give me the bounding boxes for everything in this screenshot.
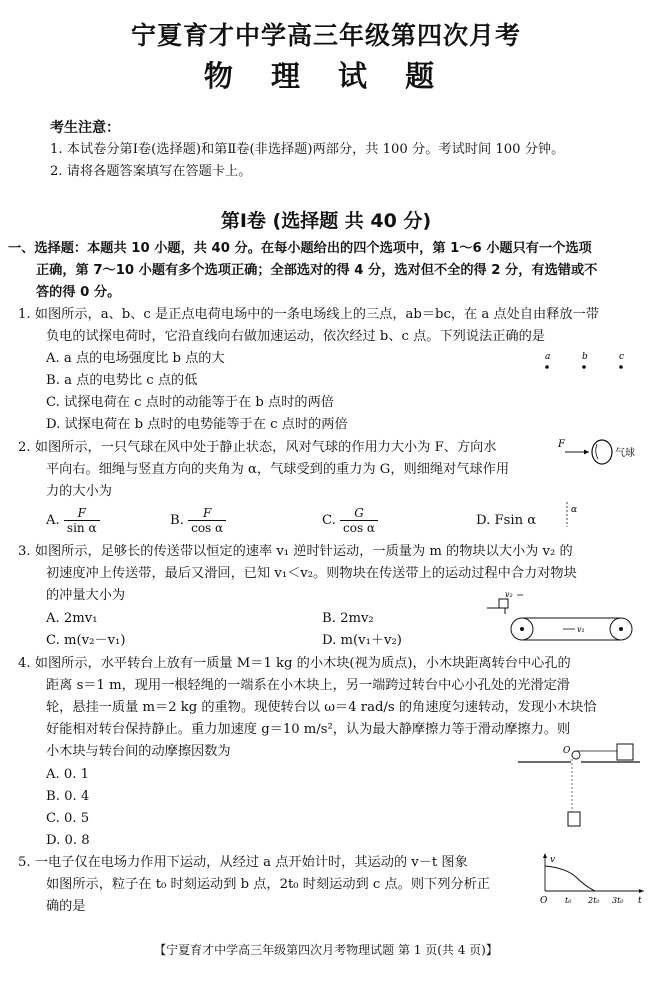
notice-item-1: 1. 本试卷分第Ⅰ卷(选择题)和第Ⅱ卷(非选择题)两部分，共 100 分。考试时间 100 分钟。 [50,142,565,157]
q3-right-hub [619,627,623,631]
q4-option-d: D. 0. 8 [46,833,90,848]
q2-option-c-denominator: cos α [343,521,376,535]
q4-line-4: 好能相对转台保持静止。重力加速度 g＝10 m/s²，认为最大静摩擦力等于滑动摩擦力。则 [46,722,571,737]
q3-line-2: 初速度冲上传送带，最后又滑回，已知 v₁＜v₂。则物块在传送带上的运动过程中合力对物块 [46,566,577,581]
subject-title: 物 理 试 题 [203,59,449,93]
q1-option-c: C. 试探电荷在 c 点时的动能等于在 b 点时的两倍 [46,395,334,410]
q2-option-c-fraction [340,506,378,535]
q2-option-c-label: C. [322,513,336,528]
q2-option-b [170,506,226,535]
q2-line-2: 平向右。细绳与竖直方向的夹角为 α，气球受到的重力为 G，则细绳对气球作用 [46,462,510,477]
q2-option-b-denominator: cos α [191,521,224,535]
q2-fig-label-force: F [558,439,565,450]
q2-force-arrowhead [584,450,589,455]
q4-weight [568,812,580,826]
q2-fig-label-balloon: 气球 [615,448,635,459]
q2-option-d: D. Fsin α [476,513,537,528]
q3-fig-label-v1: v₁ [577,625,585,634]
q5-fig-label-o: O [540,896,548,906]
q2-option-a [46,506,100,535]
q4-fig-label-o: O [563,746,571,756]
q5-vt-curve [545,866,595,891]
q2-option-a-denominator: sin α [66,521,97,535]
q4-option-a: A. 0. 1 [46,767,90,782]
q1-fig-label-a: a [545,352,551,362]
q3-block [499,599,508,608]
q2-balloon [592,440,612,464]
q2-option-a-fraction [64,506,100,535]
q2-figure-balloon [555,432,650,532]
q4-figure-turntable [515,740,645,832]
q2-balloon-shine [596,444,598,459]
q5-fig-label-t0: t₀ [565,896,572,905]
notice-item-2: 2. 请将各题答案填写在答题卡上。 [50,164,252,179]
notice-heading: 考生注意： [50,120,120,136]
instructions-line-1: 一、选择题：本题共 10 小题，共 40 分。在每小题给出的四个选项中，第 1～6 小题只有一个选项 [8,241,592,256]
q4-option-c: C. 0. 5 [46,811,90,826]
q1-figure-field-line [535,348,635,374]
q2-option-a-numerator: F [64,506,100,521]
q2-line-1: 2. 如图所示，一只气球在风中处于静止状态，风对气球的作用力大小为 F、方向水 [18,440,497,455]
q3-line-1: 3. 如图所示，足够长的传送带以恒定的速率 v₁ 逆时针运动，一质量为 m 的物块以大小为 v₂ 的 [18,544,573,559]
q5-fig-label-v: v [550,855,556,865]
q3-figure-conveyor [485,588,640,648]
q3-line-3: 的冲量大小为 [46,588,126,603]
q2-fig-label-angle: α [571,505,578,515]
q1-point-a [545,365,549,369]
page-footer: 【宁夏育才中学高三年级第四次月考物理试题 第 1 页(共 4 页)】 [154,943,498,957]
q2-line-3: 力的大小为 [46,484,112,499]
q3-left-hub [520,627,524,631]
q4-pulley [572,751,580,759]
q2-option-b-fraction [188,506,226,535]
q1-fig-label-c: c [619,352,625,362]
q3-option-c: C. m(v₂－v₁) [46,633,126,648]
q4-option-b: B. 0. 4 [46,789,90,804]
q1-option-a: A. a 点的电场强度比 b 点的大 [46,351,225,366]
section-title: 第Ⅰ卷 (选择题 共 40 分) [220,210,432,232]
q4-wood-block [617,744,633,760]
q5-line-3: 确的是 [46,899,86,914]
instructions-line-3: 答的得 0 分。 [36,285,121,300]
q3-fig-label-v2: v₂ [505,590,513,599]
q1-point-b [582,365,586,369]
q4-line-3: 轮，悬挂一质量 m＝2 kg 的重物。现使转台以 ω＝4 rad/s 的角速度匀速转动，发现小木块恰 [46,700,597,715]
q1-line-1: 1. 如图所示，a、b、c 是正点电荷电场中的一条电场线上的三点，ab＝bc，在 a 点处自由释放一带 [18,307,599,322]
q4-line-5: 小木块与转台间的动摩擦因数为 [46,744,231,759]
q5-fig-label-3t0: 3t₀ [612,896,624,905]
q1-option-d: D. 试探电荷在 b 点时的电势能等于在 c 点时的两倍 [46,417,348,432]
q5-line-1: 5. 一电子仅在电场力作用下运动，从经过 a 点开始计时，其运动的 v－t 图象 [18,855,468,870]
q1-point-c [619,365,623,369]
school-title: 宁夏育才中学高三年级第四次月考 [130,21,521,50]
q3-option-b: B. 2mv₂ [322,611,374,626]
q5-fig-label-2t0: 2t₀ [588,896,600,905]
q3-option-a: A. 2mv₁ [46,611,98,626]
q4-line-2: 距离 s＝1 m，现用一根轻绳的一端系在小木块上，另一端跨过转台中心小孔处的光滑定滑 [46,678,570,693]
q2-option-c [322,506,378,535]
q5-figure-vt-graph [537,850,649,910]
q3-option-d: D. m(v₁＋v₂) [322,633,402,648]
q1-line-2: 负电的试探电荷时，它沿直线向右做加速运动，依次经过 b、c 点。下列说法正确的是 [46,329,545,344]
q5-t-axis-arrowhead [639,889,644,893]
q5-fig-label-t: t [638,896,642,906]
q4-line-1: 4. 如图所示，水平转台上放有一质量 M＝1 kg 的小木块(视为质点)，小木块距离转台中心孔的 [18,656,571,671]
q2-option-c-numerator: G [340,506,378,521]
q5-line-2: 如图所示，粒子在 t₀ 时刻运动到 b 点，2t₀ 时刻运动到 c 点。则下列分析正 [46,877,490,892]
q2-option-b-label: B. [170,513,184,528]
instructions-line-2: 正确，第 7～10 小题有多个选项正确；全部选对的得 4 分，选对但不全的得 2 分，有选错或不 [36,263,598,278]
q1-fig-label-b: b [582,352,588,362]
q5-v-axis-arrowhead [543,853,547,858]
q2-option-b-numerator: F [188,506,226,521]
q2-option-a-label: A. [46,513,60,528]
q1-option-b: B. a 点的电势比 c 点的低 [46,373,198,388]
